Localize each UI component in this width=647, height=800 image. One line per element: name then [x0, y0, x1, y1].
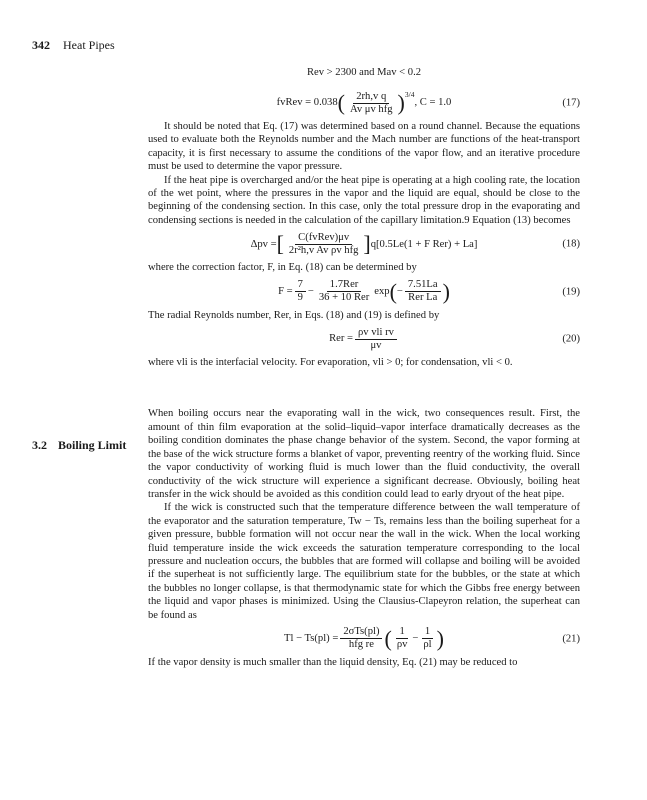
equation-20: Rer = $\frac{\text{ρv vli rv}}{\mu v}$ (20) [329, 326, 580, 351]
eq17-exponent: 3/4 [404, 90, 415, 99]
paragraph-2: If the heat pipe is overcharged and/or the heat pipe is operating at a high cooling rate, the location of the wet point, where the pressures in the vapor and the liquid are equal, should be close to the beginning of the condensing section. In this case, only the total pressure drop in the evaporating and condensing sections is needed in the calculation of the capillary limitation.9 Equation (13) becomes [148, 174, 580, 226]
paragraph-6: When boiling occurs near the evaporating wall in the wick, two consequences result. First, the amount of thin film evaporation at the solid–liquid–vapor interface dramatically decreases as the boiling condition dominates the phase change behavior of the system. Second, the vapor forming at the base of the wick structure forms a blanket of vapor, preventing reentry of the working fluid. Since the vapor conductivity of working fluid is much lower than the fluid conductivity, the overall conductivity of the wick structure will experience a significant decrease. Obviously, boiling heat transfer in the wick should be avoided as this condition could lead to early dryout of the heat pipe. [148, 408, 580, 500]
equation-number-17: (17) [562, 97, 580, 109]
eq17-fraction: $\frac{\text{2rh,v q}}{\text{Av μv hfg}}$ [349, 90, 393, 115]
equation-17: fvRev = 0.038 ( $\frac{\text{2rh,v q}}{\text{Av μv hfg}}$ ) $^{3/4}$ , C = 1.0 (17) [276, 90, 580, 115]
paragraph-8: If the vapor density is much smaller than the liquid density, Eq. (21) may be reduced to [148, 656, 518, 668]
equation-number-20: (20) [562, 333, 580, 345]
paragraph-4: The radial Reynolds number, Rer, in Eqs. (18) and (19) is defined by [148, 309, 440, 321]
section-number: 3.2 [32, 438, 47, 452]
equation-21: Tl − Ts(pl) = $\frac{\text{2σTs(pl)}}{\text{hfg re}}$ ( $\frac{1}{\rho v}$ − $\frac{1}{\rho l}$ ) (21) [284, 625, 580, 651]
page-number: 342 [32, 38, 50, 52]
equation-number-18: (18) [562, 238, 580, 250]
paragraph-3: where the correction factor, F, in Eq. (18) can be determined by [148, 262, 417, 274]
equation-number-19: (19) [562, 285, 580, 297]
running-header [32, 38, 115, 53]
paragraph-5: where vli is the interfacial velocity. For evaporation, vli > 0; for condensation, vli < 0. [148, 357, 513, 369]
section-title: Boiling Limit [58, 438, 127, 452]
equation-19: F = $\frac{7}{9}$ − $\frac{\text{1.7Rer}}{\text{36 + 10 Rer}}$ exp ( − $\frac{7.51La}{\text{Rer La}}$ ) (19) [278, 278, 580, 304]
running-title: Heat Pipes [63, 38, 115, 52]
equation-18: Δpv = [ $\frac{\text{C(fvRev)μv}}{\text{2r²h,v Av ρv hfg}}$ ] q[0.5Le(1 + F Rer) + La] (18) [250, 231, 580, 257]
section-heading [32, 438, 126, 453]
equation-17-conditions: Rev > 2300 and Mav < 0.2 [306, 67, 422, 79]
page-body [148, 60, 580, 669]
equation-number-21: (21) [562, 633, 580, 645]
paragraph-7: If the wick is constructed such that the temperature difference between the wall temperature of the evaporator and the saturation temperature, Tw − Ts, remains less than the boiling superheat for a given pressure, bubble formation will not occur near the wall in the wick. When the local working fluid temperature inside the wick exceeds the saturation temperature corresponding to the local pressure and nucleation occurs, the bubbles that are formed will collapse and boiling will be avoided if the superheat is not sufficiently large. The equilibrium state for the bubbles, or the state at which the bubbles no longer collapse, is that thermodynamic state for which the Gibbs free energy between the liquid and vapor phases is minimized. Using the Clausius-Clapeyron relation, the superheat can be found as [148, 502, 580, 621]
eq17-lhs: fvRev = 0.038 [276, 97, 338, 109]
paragraph-1: It should be noted that Eq. (17) was determined based on a round channel. Because the equations used to evaluate both the Reynolds number and the Mach number are functions of the heat-transport capacity, it is first necessary to assume the conditions of the vapor flow, and an iterative procedure must be used to determine the vapor pressure. [148, 121, 580, 173]
eq17-rhs: , C = 1.0 [414, 97, 452, 109]
